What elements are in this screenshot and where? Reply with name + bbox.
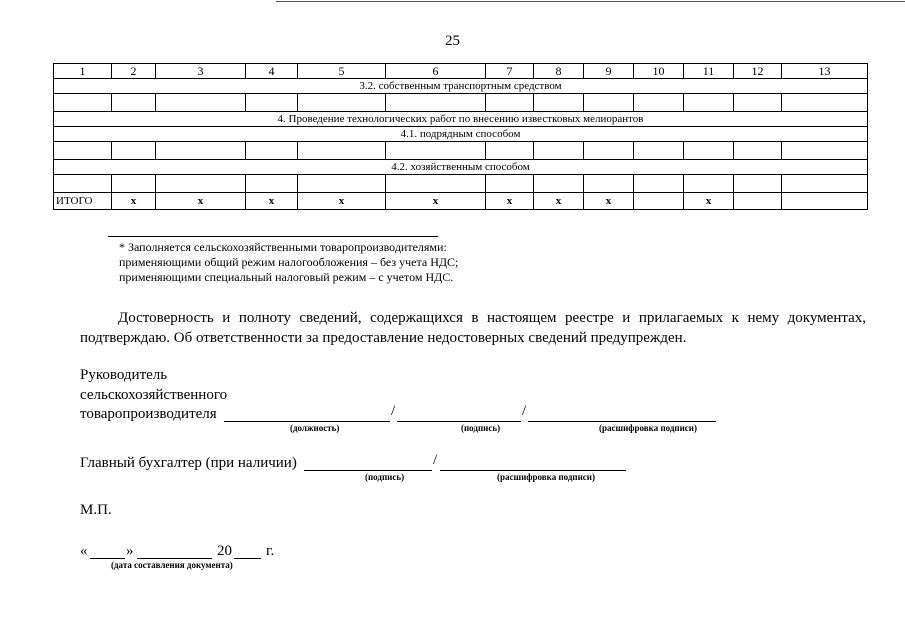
total-cell [634, 193, 684, 210]
footnote [119, 240, 458, 285]
section-row [54, 79, 868, 94]
page-number: 25 [445, 33, 460, 49]
section-household: 4.2. хозяйственным способом [54, 160, 868, 175]
footnote-separator [108, 236, 438, 237]
date-day-field[interactable] [90, 543, 125, 559]
total-cell: х [298, 193, 386, 210]
table-row [54, 142, 868, 160]
total-cell [734, 193, 782, 210]
total-cell: х [112, 193, 156, 210]
date-close-quote: » [126, 543, 134, 559]
total-label: ИТОГО [54, 193, 112, 210]
footnote-line: применяющими общий режим налогообложения – без учета НДС; [119, 255, 459, 269]
footnote-line: применяющими специальный налоговый режим – с учетом НДС. [119, 270, 454, 284]
total-cell [782, 193, 868, 210]
column-header: 8 [534, 64, 584, 79]
column-header: 11 [684, 64, 734, 79]
total-row [54, 193, 868, 210]
section-row [54, 160, 868, 175]
total-cell: х [584, 193, 634, 210]
table-row [54, 94, 868, 112]
footnote-line: * Заполняется сельскохозяйственными товаропроизводителями: [119, 240, 447, 254]
head-signature-field[interactable] [397, 405, 521, 422]
top-border-line [276, 1, 905, 2]
column-header: 13 [782, 64, 868, 79]
total-cell: х [534, 193, 584, 210]
separator-slash: / [433, 452, 438, 468]
date-year-field[interactable] [234, 543, 261, 559]
total-cell: х [156, 193, 246, 210]
head-decoding-field[interactable] [528, 405, 716, 422]
date-open-quote: « [80, 543, 88, 559]
head-title-line3: товаропроизводителя [80, 406, 217, 422]
column-number-row [54, 64, 868, 79]
total-cell: х [486, 193, 534, 210]
column-header: 3 [156, 64, 246, 79]
accountant-decoding-field[interactable] [440, 454, 626, 471]
head-title-line1: Руководитель [80, 367, 168, 383]
section-contract: 4.1. подрядным способом [54, 127, 868, 142]
total-cell: х [386, 193, 486, 210]
separator-slash: / [522, 403, 527, 419]
section-row [54, 127, 868, 142]
column-header: 9 [584, 64, 634, 79]
total-cell: х [246, 193, 298, 210]
table-row [54, 175, 868, 193]
column-header: 10 [634, 64, 684, 79]
date-month-field[interactable] [137, 543, 212, 559]
head-position-field[interactable] [224, 405, 390, 422]
total-cell: х [684, 193, 734, 210]
column-header: 7 [486, 64, 534, 79]
head-title-line2: сельскохозяйственного [80, 387, 228, 403]
column-header: 1 [54, 64, 112, 79]
column-header: 5 [298, 64, 386, 79]
caption-decoding: (расшифровка подписи) [497, 472, 595, 482]
caption-position: (должность) [290, 423, 340, 433]
certification-text: Достоверность и полноту сведений, содержащихся в настоящем реестре и прилагаемых к нему документах, подтверждаю. Об ответственности за предоставление недостоверных сведений предупрежден. [80, 310, 866, 346]
section-own-transport: 3.2. собственным транспортным средством [54, 79, 868, 94]
date-year-prefix: 20 [217, 543, 232, 559]
caption-signature: (подпись) [461, 423, 501, 433]
column-header: 12 [734, 64, 782, 79]
section-tech-works: 4. Проведение технологических работ по внесению известковых мелиорантов [54, 112, 868, 127]
caption-signature: (подпись) [365, 472, 405, 482]
stamp-label: М.П. [80, 502, 112, 518]
column-header: 6 [386, 64, 486, 79]
caption-date: (дата составления документа) [111, 560, 233, 570]
accountant-label: Главный бухгалтер (при наличии) [80, 455, 297, 471]
column-header: 2 [112, 64, 156, 79]
separator-slash: / [391, 403, 396, 419]
registry-table [53, 63, 868, 210]
accountant-signature-field[interactable] [304, 454, 432, 471]
section-row [54, 112, 868, 127]
column-header: 4 [246, 64, 298, 79]
caption-decoding: (расшифровка подписи) [599, 423, 697, 433]
date-year-suffix: г. [266, 543, 275, 559]
